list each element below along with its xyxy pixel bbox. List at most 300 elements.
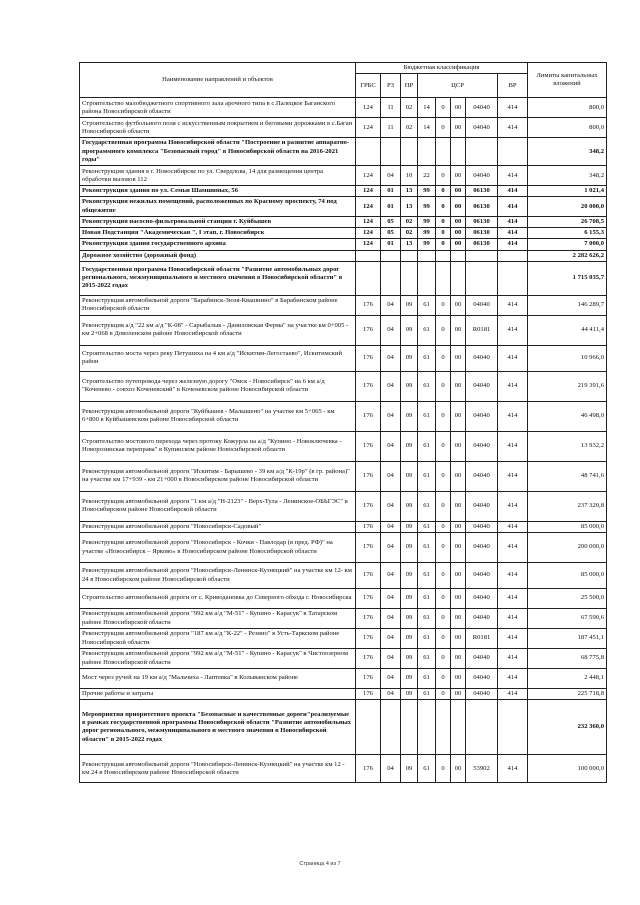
cell-name: Реконструкция здания государственного архива xyxy=(80,239,356,250)
cell-rz: 01 xyxy=(381,239,401,250)
cell-c2: 0 xyxy=(436,589,451,609)
cell-c2: 0 xyxy=(436,609,451,629)
cell-rz: 04 xyxy=(381,589,401,609)
cell-c4: 04040 xyxy=(466,166,498,186)
cell-vr: 414 xyxy=(498,521,528,532)
cell-c4 xyxy=(466,261,498,295)
cell-vr: 414 xyxy=(498,629,528,649)
cell-c1: 61 xyxy=(418,371,436,401)
cell-c2: 0 xyxy=(436,629,451,649)
cell-grbs: 124 xyxy=(356,216,381,227)
cell-name: Прочие работы и затраты xyxy=(80,689,356,700)
cell-pr: 13 xyxy=(401,186,418,197)
cell-pr: 09 xyxy=(401,755,418,783)
cell-c3: 00 xyxy=(451,371,466,401)
cell-pr: 09 xyxy=(401,649,418,669)
table-row xyxy=(80,533,607,563)
cell-grbs xyxy=(356,261,381,295)
cell-vr xyxy=(498,700,528,755)
cell-c2 xyxy=(436,700,451,755)
cell-amount: 67 590,6 xyxy=(528,609,607,629)
cell-name: Строительство автомобильной дороги от с. Криводановка до Северного обхода г. Новосибирска xyxy=(80,589,356,609)
cell-pr xyxy=(401,250,418,261)
cell-c3: 00 xyxy=(451,315,466,345)
cell-c1: 61 xyxy=(418,669,436,689)
cell-vr: 414 xyxy=(498,431,528,461)
cell-amount: 26 708,5 xyxy=(528,216,607,227)
cell-amount: 237 320,8 xyxy=(528,491,607,521)
cell-c1: 99 xyxy=(418,239,436,250)
cell-amount: 200 000,0 xyxy=(528,533,607,563)
cell-c3: 00 xyxy=(451,197,466,216)
cell-grbs xyxy=(356,250,381,261)
cell-c3: 00 xyxy=(451,669,466,689)
cell-c1: 61 xyxy=(418,609,436,629)
cell-grbs: 176 xyxy=(356,609,381,629)
cell-vr: 414 xyxy=(498,563,528,589)
cell-amount: 800,0 xyxy=(528,98,607,118)
table-row xyxy=(80,700,607,755)
cell-c2: 0 xyxy=(436,118,451,138)
cell-pr: 09 xyxy=(401,431,418,461)
cell-rz: 04 xyxy=(381,755,401,783)
header-vr: ВР xyxy=(498,74,528,98)
cell-c4 xyxy=(466,700,498,755)
cell-pr: 09 xyxy=(401,345,418,371)
cell-c4: 06130 xyxy=(466,228,498,239)
table-row xyxy=(80,755,607,783)
cell-c3: 00 xyxy=(451,401,466,431)
cell-pr: 09 xyxy=(401,629,418,649)
cell-name: Реконструкция автомобильной дороги "Новосибирск-Садовый" xyxy=(80,521,356,532)
cell-amount: 348,2 xyxy=(528,166,607,186)
cell-name: Новая Подстанция "Академическая ", I этап, г. Новосибирск xyxy=(80,228,356,239)
cell-c2: 0 xyxy=(436,186,451,197)
cell-vr: 414 xyxy=(498,118,528,138)
cell-c4: 04040 xyxy=(466,533,498,563)
cell-grbs: 176 xyxy=(356,521,381,532)
cell-vr: 414 xyxy=(498,197,528,216)
cell-vr: 414 xyxy=(498,649,528,669)
cell-c4: 04040 xyxy=(466,609,498,629)
cell-pr: 02 xyxy=(401,98,418,118)
cell-vr: 414 xyxy=(498,609,528,629)
cell-c4: 04040 xyxy=(466,431,498,461)
cell-name: Государственная программа Новосибирской области "Построение и развитие аппаратно-программного комплекса "Безопасный город" в Новосибирской области на 2016-2021 годы" xyxy=(80,138,356,166)
cell-pr: 13 xyxy=(401,239,418,250)
cell-grbs: 176 xyxy=(356,649,381,669)
cell-c1: 61 xyxy=(418,589,436,609)
cell-amount: 1 715 035,7 xyxy=(528,261,607,295)
cell-c4: 04040 xyxy=(466,669,498,689)
cell-name: Реконструкция здания в г. Новосибирске по ул. Свердлова, 14 для размещения центра обработки вызовов 112 xyxy=(80,166,356,186)
cell-pr: 09 xyxy=(401,295,418,315)
cell-vr: 414 xyxy=(498,491,528,521)
cell-name: Реконструкция автомобильной дороги "992 км а/д "М-51" - Купино - Карасук" в Татарском районе Новосибирской области xyxy=(80,609,356,629)
cell-c3: 00 xyxy=(451,228,466,239)
cell-rz: 04 xyxy=(381,401,401,431)
cell-c1: 99 xyxy=(418,216,436,227)
cell-c1: 61 xyxy=(418,689,436,700)
cell-vr: 414 xyxy=(498,98,528,118)
table-row xyxy=(80,689,607,700)
table-row xyxy=(80,461,607,491)
cell-name: Строительство моста через реку Петушиха на 4 км а/д "Искитим-Легостаево", Искитимский район xyxy=(80,345,356,371)
cell-vr: 414 xyxy=(498,371,528,401)
cell-c3: 00 xyxy=(451,755,466,783)
table-row xyxy=(80,491,607,521)
cell-c1: 61 xyxy=(418,563,436,589)
table-row xyxy=(80,345,607,371)
cell-c4 xyxy=(466,138,498,166)
cell-c2: 0 xyxy=(436,345,451,371)
table-row xyxy=(80,371,607,401)
header-row-1 xyxy=(80,63,607,74)
cell-grbs: 176 xyxy=(356,345,381,371)
cell-pr: 09 xyxy=(401,589,418,609)
cell-c3 xyxy=(451,261,466,295)
cell-grbs: 176 xyxy=(356,371,381,401)
cell-pr: 09 xyxy=(401,563,418,589)
cell-vr: 414 xyxy=(498,315,528,345)
cell-c1: 61 xyxy=(418,461,436,491)
table-row xyxy=(80,186,607,197)
cell-name: Реконструкция автомобильной дороги "Искитим - Барышево - 39 км а/д "К-19р" (в гр. района)" на участке км 17+939 - км 21+000 в Новосибирском районе Новосибирской области xyxy=(80,461,356,491)
cell-pr: 13 xyxy=(401,197,418,216)
cell-amount: 85 000,0 xyxy=(528,563,607,589)
cell-c1: 99 xyxy=(418,197,436,216)
cell-name: Дорожное хозяйство (дорожный фонд) xyxy=(80,250,356,261)
cell-pr: 09 xyxy=(401,533,418,563)
cell-name: Реконструкция здания по ул. Семьи Шамшиных, 56 xyxy=(80,186,356,197)
cell-grbs: 176 xyxy=(356,461,381,491)
cell-rz: 04 xyxy=(381,609,401,629)
cell-rz: 04 xyxy=(381,669,401,689)
cell-c2: 0 xyxy=(436,401,451,431)
cell-rz: 04 xyxy=(381,461,401,491)
header-pr: ПР xyxy=(401,74,418,98)
cell-c3: 00 xyxy=(451,186,466,197)
cell-name: Реконструкция насосно-фильтровальной станции г. Куйбышев xyxy=(80,216,356,227)
cell-name: Реконструкция автомобильной дороги "Барабинск-Зюзя-Квашнино" в Барабинском районе Новосибирской области xyxy=(80,295,356,315)
cell-c1 xyxy=(418,250,436,261)
cell-grbs: 124 xyxy=(356,197,381,216)
cell-amount: 20 000,0 xyxy=(528,197,607,216)
cell-grbs: 176 xyxy=(356,755,381,783)
cell-c4: 04040 xyxy=(466,491,498,521)
cell-grbs: 176 xyxy=(356,689,381,700)
table-row xyxy=(80,216,607,227)
cell-vr xyxy=(498,250,528,261)
cell-rz: 04 xyxy=(381,563,401,589)
cell-c3: 00 xyxy=(451,166,466,186)
cell-c4: 06130 xyxy=(466,186,498,197)
cell-c3: 00 xyxy=(451,563,466,589)
cell-c2: 0 xyxy=(436,166,451,186)
cell-c1: 61 xyxy=(418,295,436,315)
cell-pr: 02 xyxy=(401,118,418,138)
cell-c1: 61 xyxy=(418,629,436,649)
cell-c2: 0 xyxy=(436,533,451,563)
table-row xyxy=(80,401,607,431)
cell-pr: 10 xyxy=(401,166,418,186)
table-row xyxy=(80,521,607,532)
cell-c1: 61 xyxy=(418,431,436,461)
cell-pr: 02 xyxy=(401,216,418,227)
cell-rz: 01 xyxy=(381,186,401,197)
cell-c3: 00 xyxy=(451,491,466,521)
cell-pr xyxy=(401,700,418,755)
table-row xyxy=(80,629,607,649)
cell-amount: 2 282 626,2 xyxy=(528,250,607,261)
cell-rz: 04 xyxy=(381,521,401,532)
cell-c2: 0 xyxy=(436,295,451,315)
cell-c2: 0 xyxy=(436,461,451,491)
cell-c4 xyxy=(466,250,498,261)
cell-pr: 09 xyxy=(401,461,418,491)
cell-vr xyxy=(498,138,528,166)
cell-name: Реконструкция автомобильной дороги "992 км а/д "М-51" - Купино - Карасук" в Чистоозерном районе Новосибирской области xyxy=(80,649,356,669)
cell-c1 xyxy=(418,700,436,755)
cell-grbs: 124 xyxy=(356,228,381,239)
cell-grbs: 124 xyxy=(356,239,381,250)
cell-c3: 00 xyxy=(451,461,466,491)
cell-rz: 01 xyxy=(381,197,401,216)
cell-amount: 800,0 xyxy=(528,118,607,138)
table-row xyxy=(80,261,607,295)
cell-vr: 414 xyxy=(498,589,528,609)
cell-name: Реконструкция а/д "22 км а/д "К-08" - Сарыбалык - Даниловская Ферма" на участке км 0+005 - км 2+068 в Доволенском районе Новосибирской области xyxy=(80,315,356,345)
cell-c2: 0 xyxy=(436,649,451,669)
cell-c4: 06130 xyxy=(466,239,498,250)
cell-pr xyxy=(401,138,418,166)
cell-vr: 414 xyxy=(498,755,528,783)
cell-c4: 04040 xyxy=(466,345,498,371)
cell-amount: 85 000,0 xyxy=(528,521,607,532)
cell-c2 xyxy=(436,261,451,295)
cell-c4: 06130 xyxy=(466,216,498,227)
cell-pr xyxy=(401,261,418,295)
cell-vr: 414 xyxy=(498,345,528,371)
table-row xyxy=(80,98,607,118)
cell-grbs: 176 xyxy=(356,669,381,689)
cell-amount: 100 000,0 xyxy=(528,755,607,783)
table-row xyxy=(80,649,607,669)
cell-c4: 04040 xyxy=(466,649,498,669)
cell-amount: 44 411,4 xyxy=(528,315,607,345)
cell-pr: 09 xyxy=(401,315,418,345)
cell-vr: 414 xyxy=(498,166,528,186)
cell-c4: 04040 xyxy=(466,689,498,700)
cell-c1: 61 xyxy=(418,345,436,371)
cell-pr: 09 xyxy=(401,401,418,431)
cell-c4: 04040 xyxy=(466,295,498,315)
table-body xyxy=(80,98,607,783)
table-row xyxy=(80,138,607,166)
table-row xyxy=(80,563,607,589)
cell-c3 xyxy=(451,700,466,755)
cell-amount: 13 932,2 xyxy=(528,431,607,461)
cell-vr: 414 xyxy=(498,295,528,315)
cell-c4: 04040 xyxy=(466,401,498,431)
cell-c2: 0 xyxy=(436,521,451,532)
cell-name: Мост через ручей на 19 км а/д "Мальчиха - Лаптевка" в Колыванском районе xyxy=(80,669,356,689)
table-row xyxy=(80,250,607,261)
cell-pr: 09 xyxy=(401,371,418,401)
cell-c3: 00 xyxy=(451,295,466,315)
cell-vr: 414 xyxy=(498,216,528,227)
cell-c1: 61 xyxy=(418,755,436,783)
cell-name: Реконструкция нежилых помещений, расположенных по Красному проспекту, 74 под общежитие xyxy=(80,197,356,216)
cell-c3: 00 xyxy=(451,589,466,609)
cell-c2: 0 xyxy=(436,755,451,783)
table-row xyxy=(80,431,607,461)
cell-amount: 146 289,7 xyxy=(528,295,607,315)
cell-amount: 6 155,3 xyxy=(528,228,607,239)
cell-amount: 348,2 xyxy=(528,138,607,166)
cell-name: Реконструкция автомобильной дороги "Новосибирск - Кочки - Павлодар (в пред. РФ)" на участке «Новосибирск – Ярково» в Новосибирском районе Новосибирской области xyxy=(80,533,356,563)
cell-name: Строительство футбольного поля с искусственным покрытием и беговыми дорожками в с.Баган Новосибирской области xyxy=(80,118,356,138)
header-csr: ЦСР xyxy=(418,74,498,98)
cell-rz: 04 xyxy=(381,166,401,186)
cell-c3: 00 xyxy=(451,118,466,138)
cell-grbs: 176 xyxy=(356,629,381,649)
cell-c4: 04040 xyxy=(466,118,498,138)
cell-c4: 04040 xyxy=(466,371,498,401)
cell-rz: 04 xyxy=(381,315,401,345)
cell-c1: 61 xyxy=(418,491,436,521)
table-row xyxy=(80,239,607,250)
cell-amount: 1 021,4 xyxy=(528,186,607,197)
cell-amount: 7 000,0 xyxy=(528,239,607,250)
cell-c4: 53902 xyxy=(466,755,498,783)
cell-c1: 22 xyxy=(418,166,436,186)
cell-name: Мероприятия приоритетного проекта "Безопасные и качественные дороги"реализуемые в рамках государственной программы Новосибирской области "Развитие автомобильных дорог регионального, межмуниципального и местного значения в Новосибирской области" в 2015-2022 годах xyxy=(80,700,356,755)
cell-amount: 232 360,0 xyxy=(528,700,607,755)
cell-name: Строительство мостового перехода через протоку Кожурла на а/д "Купино - Новоключевка - Новорозинская переправа" в Купинском районе Новосибирской области xyxy=(80,431,356,461)
cell-vr: 414 xyxy=(498,228,528,239)
cell-amount: 46 498,0 xyxy=(528,401,607,431)
cell-c2: 0 xyxy=(436,239,451,250)
cell-rz: 11 xyxy=(381,98,401,118)
cell-rz: 04 xyxy=(381,649,401,669)
cell-pr: 09 xyxy=(401,521,418,532)
table-row xyxy=(80,118,607,138)
cell-name: Реконструкция автомобильной дороги "Новосибирск-Ленинск-Кузнецкий" на участке км 12- км 24 в Новосибирском районе Новосибирской области xyxy=(80,563,356,589)
cell-c2: 0 xyxy=(436,689,451,700)
cell-grbs: 124 xyxy=(356,118,381,138)
cell-grbs: 176 xyxy=(356,589,381,609)
cell-c4: 04040 xyxy=(466,589,498,609)
cell-c2: 0 xyxy=(436,228,451,239)
cell-c2: 0 xyxy=(436,98,451,118)
cell-amount: 225 718,8 xyxy=(528,689,607,700)
cell-c2: 0 xyxy=(436,669,451,689)
page-footer: Страница 4 из 7 xyxy=(299,861,341,867)
cell-c1: 61 xyxy=(418,401,436,431)
header-rz: РЗ xyxy=(381,74,401,98)
cell-vr: 414 xyxy=(498,239,528,250)
cell-amount: 10 966,0 xyxy=(528,345,607,371)
cell-c4: 04040 xyxy=(466,461,498,491)
cell-c1: 61 xyxy=(418,533,436,563)
cell-pr: 09 xyxy=(401,669,418,689)
cell-c3: 00 xyxy=(451,629,466,649)
cell-name: Реконструкция автомобильной дороги "1 км а/д "Н-2123" - Верх-Тула - Ленинское-ОБЬГЭС" в Новосибирском районе Новосибирской области xyxy=(80,491,356,521)
cell-amount: 219 391,6 xyxy=(528,371,607,401)
cell-c2: 0 xyxy=(436,371,451,401)
table-row xyxy=(80,609,607,629)
cell-c1 xyxy=(418,138,436,166)
cell-grbs: 176 xyxy=(356,401,381,431)
cell-amount: 68 775,8 xyxy=(528,649,607,669)
cell-c4: 04040 xyxy=(466,563,498,589)
cell-pr: 09 xyxy=(401,689,418,700)
cell-rz: 04 xyxy=(381,491,401,521)
cell-vr: 414 xyxy=(498,401,528,431)
cell-c4: R0181 xyxy=(466,629,498,649)
cell-vr: 414 xyxy=(498,461,528,491)
cell-c1: 61 xyxy=(418,649,436,669)
cell-name: Реконструкция автомобильной дороги "Куйбышев - Малышено" на участке км 5+065 - км 6+800 в Куйбышевском районе Новосибирской области xyxy=(80,401,356,431)
cell-rz: 04 xyxy=(381,431,401,461)
cell-c3: 00 xyxy=(451,521,466,532)
cell-name: Государственная программа Новосибирской области "Развитие автомобильных дорог регионального, межмуниципального и местного значения в Новосибирской области" в 2015-2022 годах xyxy=(80,261,356,295)
cell-grbs xyxy=(356,138,381,166)
cell-grbs: 176 xyxy=(356,431,381,461)
cell-rz: 05 xyxy=(381,228,401,239)
cell-pr: 02 xyxy=(401,228,418,239)
cell-c1: 99 xyxy=(418,228,436,239)
cell-c1: 61 xyxy=(418,521,436,532)
cell-c2: 0 xyxy=(436,197,451,216)
cell-c3: 00 xyxy=(451,689,466,700)
table-row xyxy=(80,166,607,186)
cell-c3: 00 xyxy=(451,609,466,629)
cell-rz: 04 xyxy=(381,629,401,649)
cell-rz: 04 xyxy=(381,295,401,315)
cell-rz: 04 xyxy=(381,371,401,401)
cell-rz: 11 xyxy=(381,118,401,138)
cell-vr: 414 xyxy=(498,689,528,700)
cell-c2: 0 xyxy=(436,315,451,345)
cell-c3: 00 xyxy=(451,239,466,250)
table-row xyxy=(80,197,607,216)
header-limits: Лимиты капитальных вложений xyxy=(528,63,607,98)
cell-rz xyxy=(381,138,401,166)
cell-c3: 00 xyxy=(451,345,466,371)
cell-name: Реконструкция автомобильной дороги "Новосибирск-Ленинск-Кузнецкий" на участке км 12 - км 24 в Новосибирском районе Новосибирской области xyxy=(80,755,356,783)
cell-c2: 0 xyxy=(436,563,451,589)
cell-rz: 04 xyxy=(381,345,401,371)
cell-c4: 04040 xyxy=(466,521,498,532)
cell-c4: 06130 xyxy=(466,197,498,216)
cell-c2 xyxy=(436,250,451,261)
cell-grbs: 124 xyxy=(356,186,381,197)
cell-amount: 25 500,0 xyxy=(528,589,607,609)
table-row xyxy=(80,315,607,345)
cell-rz: 05 xyxy=(381,216,401,227)
cell-grbs: 124 xyxy=(356,98,381,118)
header-name: Наименование направлений и объектов xyxy=(80,63,356,98)
cell-rz: 04 xyxy=(381,689,401,700)
cell-name: Реконструкция автомобильной дороги "187 км а/д "К-22" - Резино" в Усть-Таркском районе Новосибирской области xyxy=(80,629,356,649)
cell-c4: R0181 xyxy=(466,315,498,345)
cell-grbs: 176 xyxy=(356,533,381,563)
cell-grbs: 176 xyxy=(356,563,381,589)
cell-pr: 09 xyxy=(401,609,418,629)
cell-vr xyxy=(498,261,528,295)
